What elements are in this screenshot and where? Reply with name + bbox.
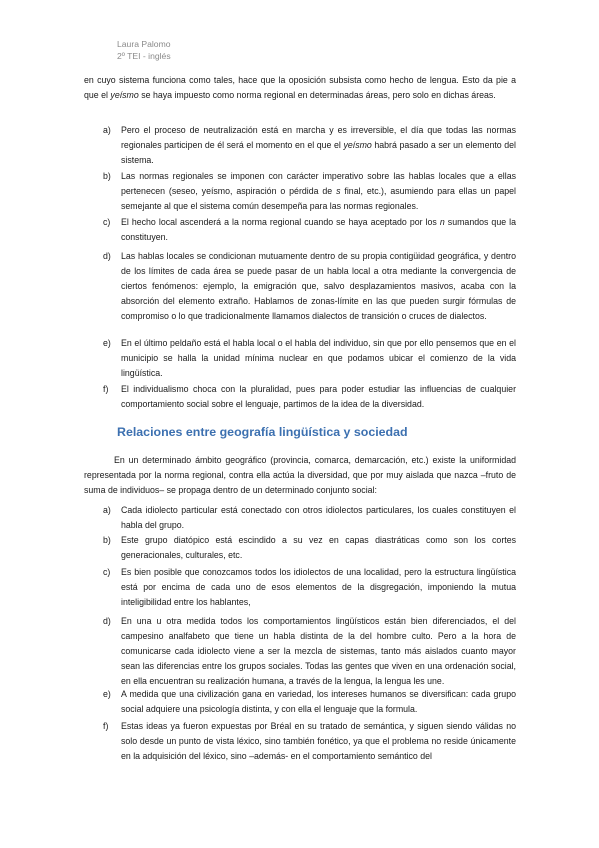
section-paragraph: En un determinado ámbito geográfico (provincia, comarca, demarcación, etc.) existe la uniformidad representada por la norma regional, contra ella actúa la diversidad, que por muy aislada que nazca –fruto de suma de individuos– se propaga dentro de un determinado conjunto social: (84, 455, 516, 495)
list-item-text: El hecho local ascenderá a la norma regional cuando se haya aceptado por los n sumandos que la constituyen. (121, 217, 516, 242)
list-item-text: En una u otra medida todos los comportamientos lingüísticos están bien diferenciados, el del campesino analfabeto que tiene un habla distinta de la del hombre culto. Pero a la hora de comunicarse cada idiolecto viene a ser la mezcla de sistemas, tanto más aislados cuanto mayor sean las diferencias entre los grupos sociales. Todas las gentes que viven en una ordenación social, en ella encuentran su realización humana, a través de la lengua, la lengua les une. (121, 616, 516, 686)
list-marker: d) (103, 616, 111, 626)
list-item-text: A medida que una civilización gana en variedad, los intereses humanos se diversifican: cada grupo social adquiere una psicología distinta, y con ella el lenguaje que la formula. (121, 689, 516, 714)
intro-text-end: se haya impuesto como norma regional en determinadas áreas, pero solo en dichas áreas. (138, 90, 496, 100)
list-marker: a) (103, 125, 111, 135)
list-item-text: Estas ideas ya fueron expuestas por Bréal en su tratado de semántica, y siguen siendo válidas no solo desde un punto de vista léxico, sino también fonético, ya que el problema no reside únicamente en la adquisición del léxico, sino –además- en el comportamiento semántico del (121, 721, 516, 761)
list-marker: a) (103, 505, 111, 515)
list-marker: f) (103, 721, 109, 731)
list-marker: f) (103, 384, 109, 394)
list-marker: c) (103, 217, 111, 227)
list-marker: d) (103, 251, 111, 261)
page-header (117, 38, 171, 62)
list-marker: b) (103, 171, 111, 181)
list-item-text: Las normas regionales se imponen con carácter imperativo sobre las hablas locales que a ellas pertenecen (seseo, yeísmo, aspiración o pérdida de s final, etc.), asumiendo para ellas un papel semejante al que el sistema común desempeña para las normas regionales. (121, 171, 516, 211)
intro-text: en cuyo sistema funciona como tales, hace que la oposición subsista como hecho de lengua. Esto da pie a que el (84, 75, 516, 100)
list-item-text: Cada idiolecto particular está conectado con otros idiolectos particulares, los cuales constituyen el habla del grupo. (121, 505, 516, 530)
header-author: Laura Palomo (117, 39, 171, 49)
section-heading: Relaciones entre geografía lingüística y sociedad (117, 425, 408, 439)
list-item-text: Este grupo diatópico está escindido a su vez en capas diastráticas como son los cortes generacionales, culturales, etc. (121, 535, 516, 560)
list-marker: e) (103, 689, 111, 699)
list-item-text: En el último peldaño está el habla local o el habla del individuo, sin que por ello pensemos que en el municipio se halla la unidad mínima nuclear en que podamos ubicar el comienzo de la vida lingüística. (121, 338, 516, 378)
header-course: 2º TEI - inglés (117, 51, 171, 61)
list-item-text: El individualismo choca con la pluralidad, pues para poder estudiar las influencias de cualquier comportamiento social sobre el lenguaje, partimos de la idea de la diversidad. (121, 384, 516, 409)
list-item-text: Las hablas locales se condicionan mutuamente dentro de su propia contigüidad geográfica, y dentro de los límites de cada área se puede pasar de un habla local a otra mediante la convergencia de ciertos fenómenos: ejemplo, la emigración que, salvo desplazamientos masivos, acaba con la absorción del elemento extraño. Hablamos de zonas-límite en las que pueden surgir fórmulas de compromiso o lo que tradicionalmente llamamos dialectos de transición o cruces de dialectos. (121, 251, 516, 321)
intro-paragraph (84, 73, 516, 103)
list-marker: c) (103, 567, 111, 577)
list-item-text: Es bien posible que conozcamos todos los idiolectos de una localidad, pero la estructura lingüística está por encima de cada uno de esos elementos de la disgregación, imponiendo la mutua inteligibilidad entre los hablantes, (121, 567, 516, 607)
intro-emphasis: yeísmo (110, 90, 139, 100)
list-marker: e) (103, 338, 111, 348)
list-item-text: Pero el proceso de neutralización está en marcha y es irreversible, el día que todas las normas regionales participen de él será el momento en el que el yeísmo habrá pasado a ser un elemento del sistema. (121, 125, 516, 165)
list-marker: b) (103, 535, 111, 545)
